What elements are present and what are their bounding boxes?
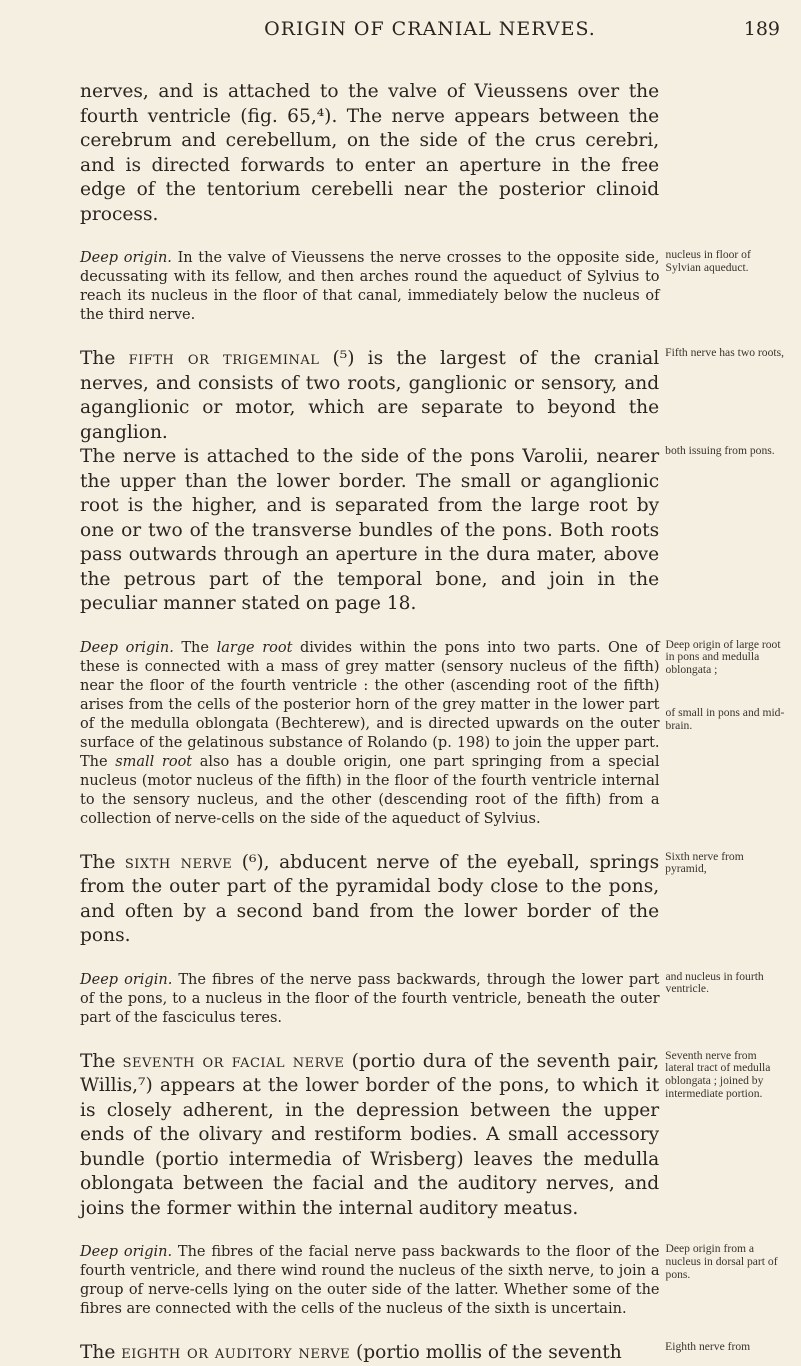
margin-note: nucleus in floor of Sylvian aqueduct. — [665, 248, 751, 274]
body-text — [80, 347, 659, 445]
nerve-name: sixth nerve — [124, 851, 233, 873]
text-run: (⁵) is the largest of the cranial nerves, and consists of two roots, ganglionic or sensory, and aganglionic or motor, which are separate to beyond the ganglion. — [80, 348, 660, 443]
text-run: The — [80, 348, 129, 369]
margin-note: Eighth nerve from — [665, 1340, 751, 1353]
margin-note-2: of small in pons and mid-brain. — [665, 705, 785, 732]
margin-note: Fifth nerve has two roots, — [665, 346, 784, 359]
emphasis: small root — [115, 753, 193, 770]
run-in-heading: Deep origin. — [80, 971, 173, 988]
page-number: 189 — [743, 18, 780, 40]
run-in-heading: Deep origin. — [80, 250, 172, 266]
paragraph-sixth-deep-origin — [80, 971, 785, 1028]
text-run: also has a double origin, one part springing from a special nucleus (motor nucleus of the fifth) in the floor of the fourth ventricle internal to the sensory nucleus, and the other (descending root of the fifth) from a collection of nerve-cells on the side of the aqueduct of Sylvius. — [80, 753, 660, 827]
small-text — [80, 971, 660, 1028]
body-text: The fibres of the facial nerve pass backwards to the floor of the fourth ventricle, and there wind round the nucleus of the sixth nerve, to join a group of nerve-cells lying on the outer side of the latter. Whether some of the fibres are connected with the cells of the nucleus of the sixth is uncertain. — [80, 1244, 660, 1317]
paragraph-seventh-nerve — [80, 1050, 785, 1222]
body-text: The nerve is attached to the side of the pons Varolii, nearer the upper than the lower border. The small or aganglionic root is the higher, and is separated from the large root by one or two of the transverse bundles of the pons. Both roots pass outwards through an aperture in the dura mater, above the petrous part of the temporal bone, and join in the peculiar manner stated on page 18. — [80, 446, 660, 614]
small-text — [80, 249, 660, 325]
body-text: nerves, and is attached to the valve of Vieussens over the fourth ventricle (fig. 65,⁴). The nerve appears between the cerebrum and cerebellum, on the side of the crus cerebri, and is directed forwards to enter an aperture in the free edge of the tentorium cerebelli near the posterior clinoid process. — [80, 81, 660, 225]
paragraph-fifth-deep-origin — [80, 639, 785, 829]
text-run: (portio mollis of the seventh — [350, 1342, 622, 1363]
text-run: The — [80, 1342, 122, 1363]
margin-note: both issuing from pons. — [665, 444, 775, 457]
paragraph-fifth-attachment — [80, 445, 785, 617]
paragraph-fourth-deep-origin — [80, 249, 785, 325]
body-text — [80, 1050, 659, 1222]
margin-note: Deep origin from a nucleus in dorsal part of pons. — [665, 1242, 778, 1281]
running-header — [80, 18, 780, 46]
small-text — [80, 1243, 660, 1319]
paragraph-fourth-nerve-course — [80, 80, 785, 227]
margin-note: and nucleus in fourth ventricle. — [665, 969, 764, 996]
paragraph-eighth-nerve — [80, 1341, 785, 1366]
paragraph-fifth-nerve — [80, 347, 785, 445]
body-text: The fibres of the nerve pass backwards, through the lower part of the pons, to a nucleus in the floor of the fourth ventricle, beneath the outer part of the fasciculus teres. — [80, 971, 660, 1026]
margin-note: Seventh nerve from lateral tract of medulla oblongata ; joined by intermediate portion. — [665, 1048, 771, 1100]
run-in-heading: Deep origin. — [80, 1244, 173, 1260]
emphasis: large root — [216, 639, 293, 656]
body-text — [80, 851, 659, 949]
text-run: The — [80, 851, 125, 873]
page-body — [80, 80, 785, 1366]
small-text — [80, 639, 660, 829]
text-run: divides within the pons into two parts. One of these is connected with a mass of grey matter (sensory nucleus of the fifth) near the floor of the fourth ventricle : the other (ascending root of the fifth) arises from the cells of the posterior horn of the grey matter in the lower part of the medulla oblongata (Bechterew), and is directed upwards on the outer surface of the gelatinous substance of Rolando (p. 198) to join the upper part. The — [80, 639, 660, 770]
paragraph-seventh-deep-origin — [80, 1243, 785, 1319]
margin-note — [660, 639, 785, 829]
run-in-heading: Deep origin. — [80, 639, 174, 656]
text-run: The — [80, 1050, 123, 1072]
margin-note: Sixth nerve from pyramid, — [665, 849, 744, 876]
running-title: ORIGIN OF CRANIAL NERVES. — [264, 18, 596, 40]
body-text: In the valve of Vieussens the nerve crosses to the opposite side, decussating with its fellow, and then arches round the aqueduct of Sylvius to reach its nucleus in the floor of that canal, immediately below the nucleus of the third nerve. — [80, 250, 660, 323]
text-run: (⁶), abducent nerve of the eyeball, springs from the outer part of the pyramidal body close to the pons, and often by a second band from the lower border of the pons. — [80, 851, 660, 946]
nerve-name: seventh or facial nerve — [122, 1050, 345, 1072]
nerve-name: fifth or trigeminal — [128, 348, 320, 369]
nerve-name: eighth or auditory nerve — [121, 1342, 351, 1363]
text-run: (portio dura of the seventh pair, Willis,⁷) appears at the lower border of the pons, to which it is closely adherent, in the depression between the upper ends of the olivary and restiform bodies. A small accessory bundle (portio intermedia of Wrisberg) leaves the medulla oblongata between the facial and the auditory nerves, and joins the former within the internal auditory meatus. — [80, 1050, 660, 1219]
margin-note — [659, 80, 785, 227]
paragraph-sixth-nerve — [80, 851, 785, 949]
text-run: The — [173, 639, 217, 656]
margin-note-1: Deep origin of large root in pons and medulla oblongata ; — [665, 637, 781, 677]
body-text — [80, 1341, 659, 1366]
